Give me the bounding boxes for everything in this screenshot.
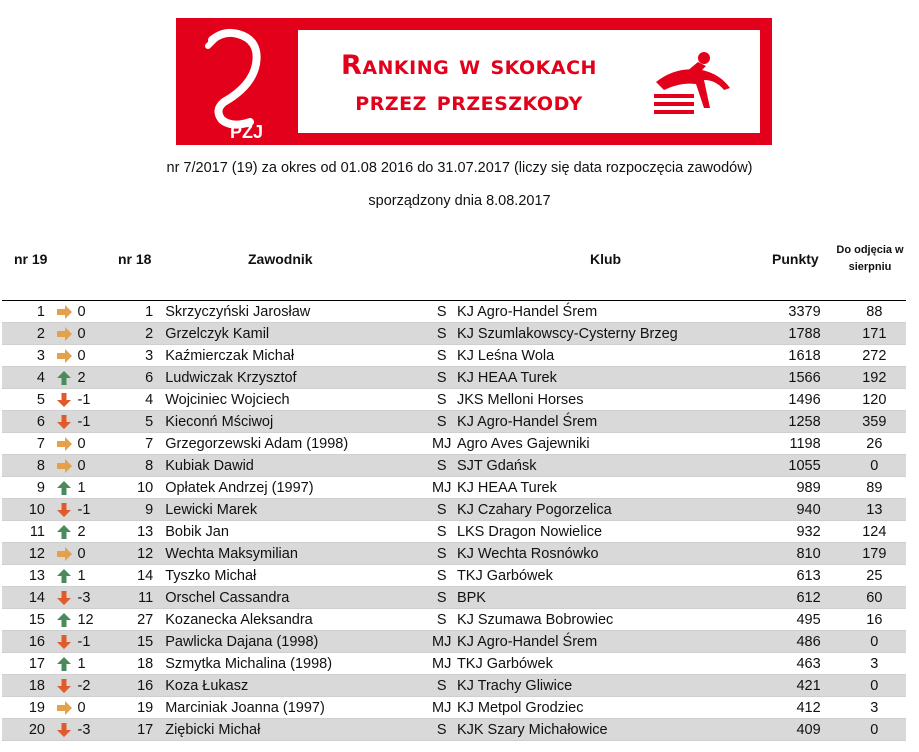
points-value: 612 — [763, 587, 843, 609]
rider-name: Koza Łukasz — [165, 675, 430, 697]
arrow-right-icon — [51, 543, 78, 565]
rank-nr19: 19 — [2, 697, 51, 719]
header-nr18: nr 18 — [118, 251, 152, 267]
rider-name: Kieconń Mściwoj — [165, 411, 430, 433]
ranking-date-text: sporządzony dnia 8.08.2017 — [368, 193, 551, 209]
club-name: KJ Metpol Grodziec — [453, 697, 763, 719]
points-value: 3379 — [763, 301, 843, 323]
rank-change: 0 — [77, 323, 126, 345]
rider-category: S — [431, 675, 453, 697]
rank-nr18: 9 — [126, 499, 165, 521]
rider-category: MJ — [431, 631, 453, 653]
club-name: KJ Agro-Handel Śrem — [453, 631, 763, 653]
rank-change: 0 — [77, 433, 126, 455]
rider-name: Bobik Jan — [165, 521, 430, 543]
rank-change: 0 — [77, 543, 126, 565]
pzj-logo-icon — [194, 24, 284, 142]
table-row — [2, 587, 906, 609]
rider-name: Kubiak Dawid — [165, 455, 430, 477]
arrow-up-icon — [51, 653, 78, 675]
rider-category: S — [431, 367, 453, 389]
points-value: 1198 — [763, 433, 843, 455]
arrow-right-icon — [51, 455, 78, 477]
table-row — [2, 433, 906, 455]
table-row — [2, 367, 906, 389]
rider-name: Marciniak Joanna (1997) — [165, 697, 430, 719]
club-name: Agro Aves Gajewniki — [453, 433, 763, 455]
points-value: 1258 — [763, 411, 843, 433]
rank-nr18: 13 — [126, 521, 165, 543]
subtract-value: 26 — [843, 433, 906, 455]
rank-change: 1 — [77, 653, 126, 675]
subtract-value: 124 — [843, 521, 906, 543]
banner-title-box — [298, 30, 760, 133]
table-row — [2, 455, 906, 477]
rank-nr19: 3 — [2, 345, 51, 367]
banner-title — [298, 48, 640, 120]
rank-nr19: 13 — [2, 565, 51, 587]
rider-category: MJ — [431, 697, 453, 719]
rank-nr19: 17 — [2, 653, 51, 675]
header-subtract: Do odjęcia w sierpniu — [836, 244, 904, 273]
rank-nr19: 5 — [2, 389, 51, 411]
subtract-value: 0 — [843, 631, 906, 653]
rank-nr19: 12 — [2, 543, 51, 565]
header-club: Klub — [590, 251, 622, 267]
rank-nr19: 8 — [2, 455, 51, 477]
arrow-right-icon — [51, 697, 78, 719]
arrow-down-icon — [51, 411, 78, 433]
table-row — [2, 389, 906, 411]
rider-name: Ludwiczak Krzysztof — [165, 367, 430, 389]
table-row — [2, 631, 906, 653]
rider-name: Tyszko Michał — [165, 565, 430, 587]
club-name: KJ Leśna Wola — [453, 345, 763, 367]
rider-name: Lewicki Marek — [165, 499, 430, 521]
rank-nr18: 7 — [126, 433, 165, 455]
table-row — [2, 719, 906, 741]
arrow-down-icon — [51, 389, 78, 411]
club-name: KJ Szumawa Bobrowiec — [453, 609, 763, 631]
points-value: 940 — [763, 499, 843, 521]
banner-title-line1: Ranking w skokach — [341, 50, 597, 81]
points-value: 1496 — [763, 389, 843, 411]
arrow-right-icon — [51, 433, 78, 455]
header-points: Punkty — [772, 251, 819, 267]
rider-category: S — [431, 719, 453, 741]
subtract-value: 3 — [843, 697, 906, 719]
rank-nr18: 2 — [126, 323, 165, 345]
club-name: KJ Trachy Gliwice — [453, 675, 763, 697]
subtract-value: 13 — [843, 499, 906, 521]
rider-name: Pawlicka Dajana (1998) — [165, 631, 430, 653]
arrow-down-icon — [51, 499, 78, 521]
rider-name: Skrzyczyński Jarosław — [165, 301, 430, 323]
club-name: KJ HEAA Turek — [453, 477, 763, 499]
header-rider: Zawodnik — [248, 251, 313, 267]
rider-category: S — [431, 609, 453, 631]
table-row — [2, 609, 906, 631]
club-name: KJ Agro-Handel Śrem — [453, 411, 763, 433]
club-name: KJK Szary Michałowice — [453, 719, 763, 741]
club-name: KJ HEAA Turek — [453, 367, 763, 389]
rank-nr18: 10 — [126, 477, 165, 499]
table-row — [2, 301, 906, 323]
subtract-value: 25 — [843, 565, 906, 587]
club-name: TKJ Garbówek — [453, 653, 763, 675]
rider-category: S — [431, 345, 453, 367]
rank-change: 1 — [77, 477, 126, 499]
rider-name: Kaźmierczak Michał — [165, 345, 430, 367]
rank-nr18: 14 — [126, 565, 165, 587]
rider-category: S — [431, 301, 453, 323]
rank-nr18: 17 — [126, 719, 165, 741]
rider-category: S — [431, 543, 453, 565]
rank-nr19: 11 — [2, 521, 51, 543]
subtract-value: 0 — [843, 719, 906, 741]
rider-name: Wechta Maksymilian — [165, 543, 430, 565]
points-value: 932 — [763, 521, 843, 543]
arrow-down-icon — [51, 587, 78, 609]
rank-nr18: 6 — [126, 367, 165, 389]
rider-category: MJ — [431, 433, 453, 455]
rider-name: Orschel Cassandra — [165, 587, 430, 609]
table-row — [2, 477, 906, 499]
points-value: 412 — [763, 697, 843, 719]
rank-nr18: 4 — [126, 389, 165, 411]
club-name: KJ Agro-Handel Śrem — [453, 301, 763, 323]
rank-nr19: 15 — [2, 609, 51, 631]
rider-category: S — [431, 411, 453, 433]
rank-change: 12 — [77, 609, 126, 631]
arrow-right-icon — [51, 323, 78, 345]
rank-nr19: 9 — [2, 477, 51, 499]
table-row — [2, 543, 906, 565]
subtract-value: 16 — [843, 609, 906, 631]
rider-name: Kozanecka Aleksandra — [165, 609, 430, 631]
club-name: KJ Wechta Rosnówko — [453, 543, 763, 565]
subtract-value: 3 — [843, 653, 906, 675]
rider-name: Grzelczyk Kamil — [165, 323, 430, 345]
rank-nr19: 18 — [2, 675, 51, 697]
rank-nr19: 1 — [2, 301, 51, 323]
rank-change: 0 — [77, 345, 126, 367]
points-value: 810 — [763, 543, 843, 565]
rank-nr18: 11 — [126, 587, 165, 609]
subtract-value: 359 — [843, 411, 906, 433]
points-value: 1618 — [763, 345, 843, 367]
rider-category: S — [431, 455, 453, 477]
ranking-table — [2, 300, 906, 741]
rank-change: -1 — [77, 499, 126, 521]
table-row — [2, 323, 906, 345]
rank-nr19: 14 — [2, 587, 51, 609]
club-name: JKS Melloni Horses — [453, 389, 763, 411]
subtract-value: 89 — [843, 477, 906, 499]
club-name: BPK — [453, 587, 763, 609]
rank-nr19: 10 — [2, 499, 51, 521]
rank-nr18: 18 — [126, 653, 165, 675]
rank-nr18: 1 — [126, 301, 165, 323]
rider-category: S — [431, 499, 453, 521]
points-value: 463 — [763, 653, 843, 675]
subtract-value: 0 — [843, 455, 906, 477]
header-nr19: nr 19 — [14, 251, 48, 267]
rider-category: MJ — [431, 477, 453, 499]
rider-category: S — [431, 389, 453, 411]
subtract-value: 88 — [843, 301, 906, 323]
points-value: 1566 — [763, 367, 843, 389]
rank-change: -3 — [77, 587, 126, 609]
rider-category: MJ — [431, 653, 453, 675]
rank-change: 2 — [77, 521, 126, 543]
points-value: 1788 — [763, 323, 843, 345]
arrow-down-icon — [51, 631, 78, 653]
arrow-up-icon — [51, 367, 78, 389]
points-value: 613 — [763, 565, 843, 587]
table-row — [2, 675, 906, 697]
rider-name: Ziębicki Michał — [165, 719, 430, 741]
arrow-up-icon — [51, 477, 78, 499]
rank-nr19: 6 — [2, 411, 51, 433]
arrow-up-icon — [51, 521, 78, 543]
club-name: TKJ Garbówek — [453, 565, 763, 587]
rank-change: 2 — [77, 367, 126, 389]
points-value: 421 — [763, 675, 843, 697]
rider-category: S — [431, 565, 453, 587]
rank-change: 0 — [77, 697, 126, 719]
subtract-value: 60 — [843, 587, 906, 609]
rank-nr19: 20 — [2, 719, 51, 741]
rider-name: Wojciniec Wojciech — [165, 389, 430, 411]
rank-nr19: 2 — [2, 323, 51, 345]
rank-change: -1 — [77, 631, 126, 653]
svg-text:PZJ: PZJ — [230, 122, 264, 142]
horse-jump-icon — [646, 48, 738, 120]
subtract-value: 192 — [843, 367, 906, 389]
rank-nr19: 7 — [2, 433, 51, 455]
table-row — [2, 499, 906, 521]
arrow-up-icon — [51, 565, 78, 587]
rank-nr18: 8 — [126, 455, 165, 477]
club-name: KJ Czahary Pogorzelica — [453, 499, 763, 521]
rank-change: 0 — [77, 455, 126, 477]
rank-nr18: 15 — [126, 631, 165, 653]
rank-nr18: 16 — [126, 675, 165, 697]
rank-nr19: 4 — [2, 367, 51, 389]
arrow-up-icon — [51, 609, 78, 631]
subtract-value: 272 — [843, 345, 906, 367]
points-value: 989 — [763, 477, 843, 499]
rank-nr18: 12 — [126, 543, 165, 565]
table-row — [2, 697, 906, 719]
rider-name: Grzegorzewski Adam (1998) — [165, 433, 430, 455]
rank-nr18: 3 — [126, 345, 165, 367]
rider-name: Opłatek Andrzej (1997) — [165, 477, 430, 499]
subtract-value: 120 — [843, 389, 906, 411]
points-value: 486 — [763, 631, 843, 653]
table-row — [2, 565, 906, 587]
points-value: 495 — [763, 609, 843, 631]
rank-change: -2 — [77, 675, 126, 697]
rider-category: S — [431, 323, 453, 345]
ranking-period-text: nr 7/2017 (19) za okres od 01.08 2016 do 31.07.2017 (liczy się data rozpoczęcia zawodów) — [166, 160, 753, 176]
arrow-right-icon — [51, 345, 78, 367]
points-value: 409 — [763, 719, 843, 741]
rank-nr18: 19 — [126, 697, 165, 719]
ranking-banner — [176, 18, 772, 145]
rider-category: S — [431, 587, 453, 609]
points-value: 1055 — [763, 455, 843, 477]
table-row — [2, 521, 906, 543]
table-row — [2, 653, 906, 675]
rank-change: 1 — [77, 565, 126, 587]
club-name: LKS Dragon Nowielice — [453, 521, 763, 543]
rider-name: Szmytka Michalina (1998) — [165, 653, 430, 675]
subtract-value: 179 — [843, 543, 906, 565]
banner-title-line2: przez przeszkody — [355, 86, 583, 117]
rank-nr19: 16 — [2, 631, 51, 653]
table-row — [2, 411, 906, 433]
arrow-right-icon — [51, 301, 78, 323]
rider-category: S — [431, 521, 453, 543]
rank-change: -3 — [77, 719, 126, 741]
rank-nr18: 27 — [126, 609, 165, 631]
arrow-down-icon — [51, 719, 78, 741]
subtract-value: 0 — [843, 675, 906, 697]
rank-change: -1 — [77, 411, 126, 433]
club-name: KJ Szumlakowscy-Cysterny Brzeg — [453, 323, 763, 345]
arrow-down-icon — [51, 675, 78, 697]
subtract-value: 171 — [843, 323, 906, 345]
rank-nr18: 5 — [126, 411, 165, 433]
rank-change: 0 — [77, 301, 126, 323]
table-row — [2, 345, 906, 367]
club-name: SJT Gdańsk — [453, 455, 763, 477]
rank-change: -1 — [77, 389, 126, 411]
